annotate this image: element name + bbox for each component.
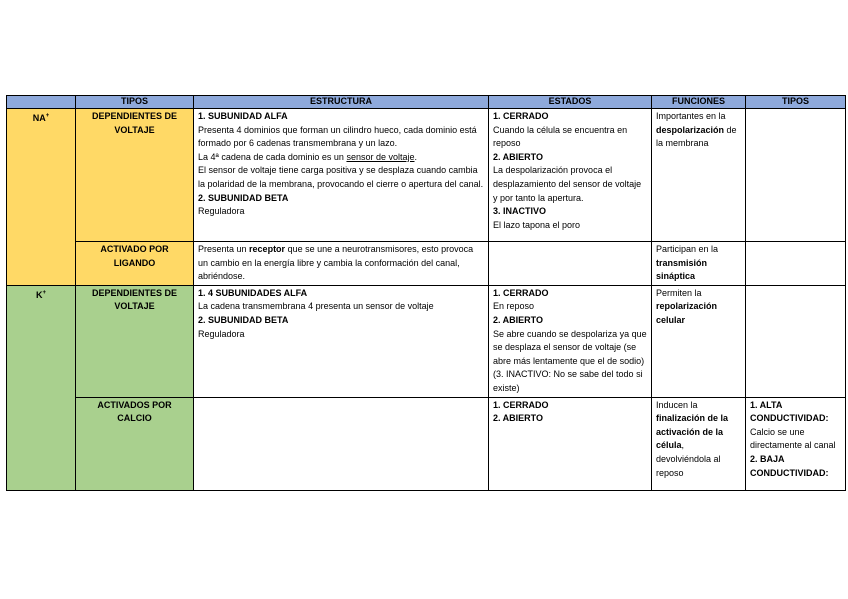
header-tipos: TIPOS xyxy=(76,96,194,109)
heading: 2. SUBUNIDAD BETA xyxy=(198,192,289,203)
k-voltage-estados xyxy=(489,285,652,397)
heading: 2. ABIERTO xyxy=(493,314,544,325)
heading: 2. SUBUNIDAD BETA xyxy=(198,314,289,325)
text-line xyxy=(198,151,484,165)
header-tipos-2: TIPOS xyxy=(746,96,846,109)
header-estados: ESTADOS xyxy=(489,96,652,109)
ion-k-cell xyxy=(7,285,76,490)
k-calcium-funciones xyxy=(652,397,746,490)
ion-k-label: K xyxy=(35,289,43,300)
na-voltage-estados xyxy=(489,109,652,242)
k-calcium-tipo: ACTIVADOS POR CALCIO xyxy=(76,397,194,490)
heading: 1. CERRADO xyxy=(493,287,549,298)
text: La cadena transmembrana 4 presenta un sensor de voltaje xyxy=(198,301,434,312)
k-voltage-tipo: DEPENDIENTES DE VOLTAJE xyxy=(76,285,194,397)
text: Permiten la xyxy=(656,287,702,298)
table-row xyxy=(7,285,846,397)
heading: 1. CERRADO xyxy=(493,111,549,121)
text: Importantes en la xyxy=(656,111,726,121)
bold-text: transmisión sináptica xyxy=(656,257,708,282)
text: de la membrana xyxy=(656,124,737,149)
na-ligand-funciones xyxy=(652,242,746,286)
heading: 1. CERRADO xyxy=(493,399,549,410)
text: La despolarización provoca el desplazamiento del sensor de voltaje y por tanto la apertura. xyxy=(493,165,642,203)
na-ligand-tipos xyxy=(746,242,846,286)
text: Inducen la xyxy=(656,399,698,410)
text: Cuando la célula se encuentra en reposo xyxy=(493,124,628,149)
text: La 4ª cadena de cada dominio es un xyxy=(198,151,347,162)
text: Presenta un xyxy=(198,244,250,254)
ion-k-sup: + xyxy=(42,289,46,296)
na-voltage-tipos xyxy=(746,109,846,242)
channels-table xyxy=(6,95,846,491)
na-ligand-estructura xyxy=(194,242,489,286)
ion-na-cell xyxy=(7,109,76,286)
na-voltage-estructura xyxy=(194,109,489,242)
table-row xyxy=(7,242,846,286)
heading: 1. 4 SUBUNIDADES ALFA xyxy=(198,287,308,298)
k-calcium-tipos xyxy=(746,397,846,490)
text: En reposo xyxy=(493,301,535,312)
text: Se abre cuando se despolariza ya que se desplaza el sensor de voltaje (se abre más lentamente que el de sodio) xyxy=(493,328,647,366)
bold-text: finalización de la activación de la célula xyxy=(656,413,729,451)
header-funciones: FUNCIONES xyxy=(652,96,746,109)
underlined-text: sensor de voltaje xyxy=(346,151,415,162)
na-voltage-funciones xyxy=(652,109,746,242)
k-voltage-tipos xyxy=(746,285,846,397)
text: Calcio se une directamente al canal xyxy=(750,426,836,451)
text: El sensor de voltaje tiene carga positiva y se desplaza cuando cambia la polaridad de la membrana, provocando el cierre o apertura del canal. xyxy=(198,165,484,189)
heading: 3. INACTIVO xyxy=(493,206,547,217)
text: , devolviéndola al reposo xyxy=(656,440,721,478)
ion-na-sup: + xyxy=(45,113,50,119)
text: Reguladora xyxy=(198,328,245,339)
k-calcium-estados xyxy=(489,397,652,490)
text: . xyxy=(414,151,418,162)
table-row xyxy=(7,109,846,242)
na-voltage-tipo: DEPENDIENTES DE VOLTAJE xyxy=(76,109,194,242)
header-row xyxy=(7,96,846,109)
header-estructura: ESTRUCTURA xyxy=(194,96,489,109)
text: que se une a neurotransmisores, esto provoca un cambio en la energía libre y cambia la conformación del canal, abriéndose. xyxy=(198,244,474,282)
k-voltage-estructura xyxy=(194,285,489,397)
text: Presenta 4 dominios que forman un cilindro hueco, cada dominio está formado por 6 cadenas transmembrana y un lazo. xyxy=(198,124,477,149)
na-ligand-tipo: ACTIVADO POR LIGANDO xyxy=(76,242,194,286)
text: El lazo tapona el poro xyxy=(493,219,581,230)
text: (3. INACTIVO: No se sabe del todo si existe) xyxy=(493,369,643,393)
bold-text: despolarización xyxy=(656,124,725,135)
k-voltage-funciones xyxy=(652,285,746,397)
ion-na-label: NA xyxy=(32,113,46,123)
bold-text: repolarización celular xyxy=(656,301,718,325)
text: Reguladora xyxy=(198,206,245,217)
k-calcium-estructura xyxy=(194,397,489,490)
text: Participan en la xyxy=(656,244,719,254)
heading: 1. ALTA CONDUCTIVIDAD: xyxy=(750,399,829,424)
heading: 2. ABIERTO xyxy=(493,413,544,424)
na-ligand-estados xyxy=(489,242,652,286)
table-row xyxy=(7,397,846,490)
header-cell-empty xyxy=(7,96,76,109)
heading: 1. SUBUNIDAD ALFA xyxy=(198,111,288,121)
heading: 2. ABIERTO xyxy=(493,151,544,162)
heading: 2. BAJA CONDUCTIVIDAD: xyxy=(750,453,829,478)
bold-text: receptor xyxy=(249,244,286,254)
